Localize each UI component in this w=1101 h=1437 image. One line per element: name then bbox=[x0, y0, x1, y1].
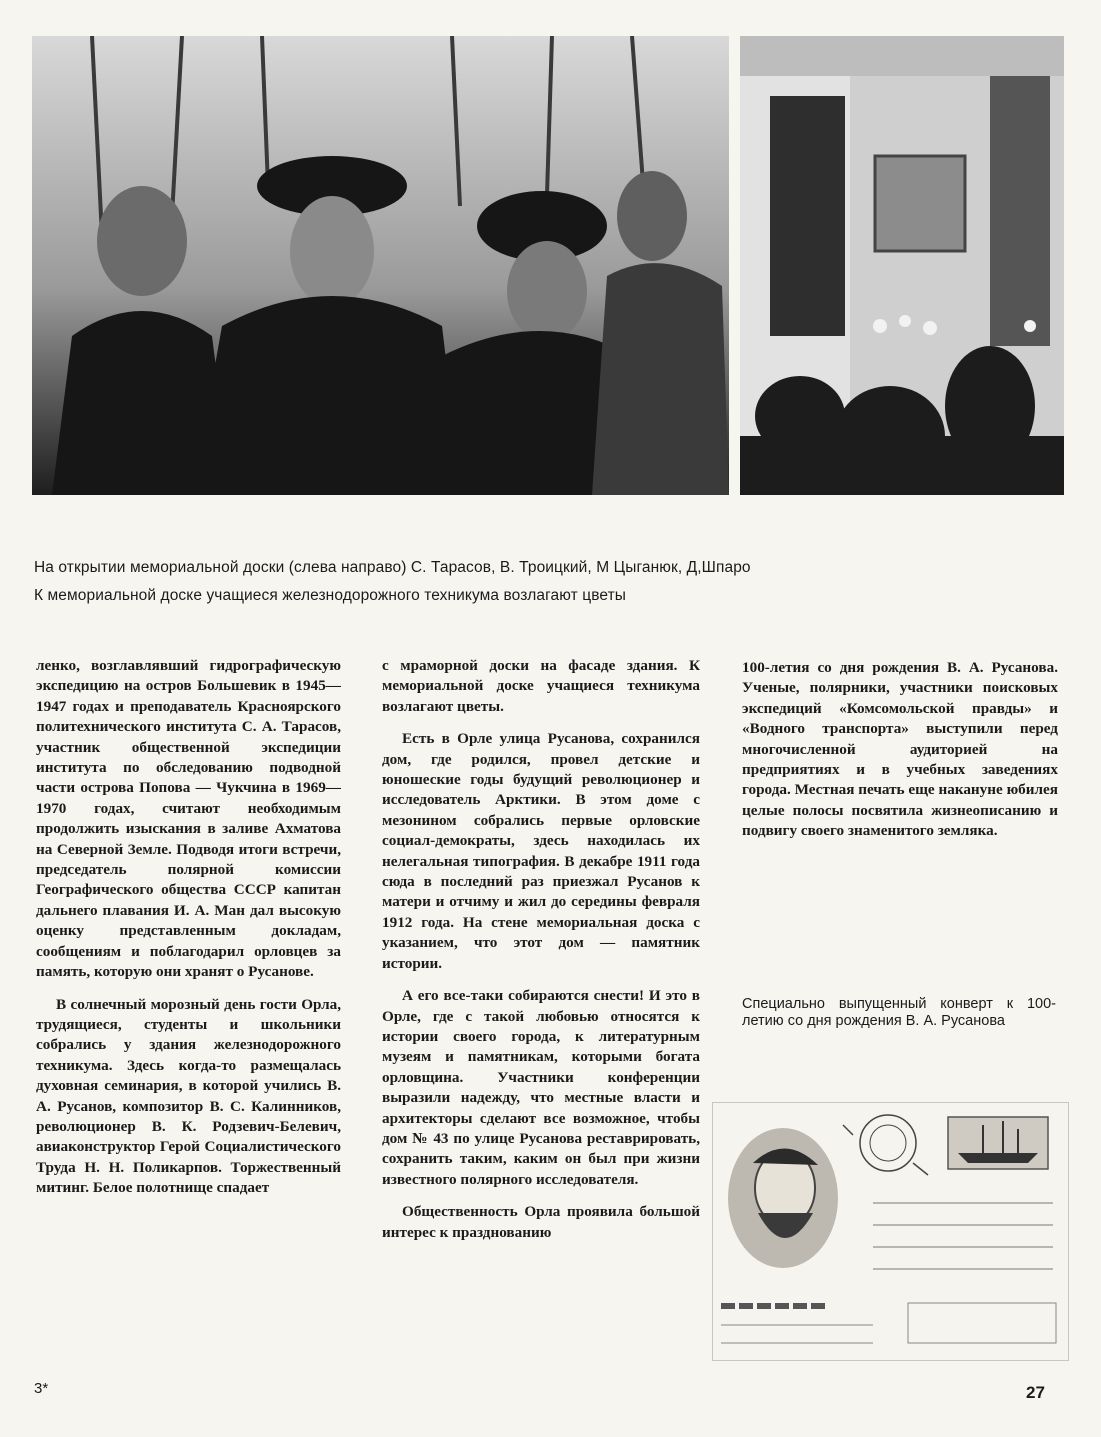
text-column-2 bbox=[382, 656, 700, 1255]
paragraph: Есть в Орле улица Русанова, сохранился дом, где родился, провел детские и юношеские годы будущий революционер и исследователь Арктики. В этом доме с мезонином собрались первые орловские социал-демократы, здесь находилась их нелегальная типография. В декабре 1911 года сюда в последний раз приезжал Русанов к матери и отчиму и жил до середины февраля 1912 года. На стене мемориальная доска с указанием, что этот дом — памятник истории. bbox=[382, 730, 700, 972]
text-column-3 bbox=[742, 658, 1058, 854]
photo-flowers-at-plaque bbox=[740, 36, 1064, 495]
paragraph: ленко, возглавлявший гидрографическую экспедицию на остров Большевик в 1945—1947 годах и преподаватель Красноярского политехнического института С. А. Тарасов, участник общественной экспедиции института по обследованию подводной части острова Попова — Чукчина в 1969—1970 годах, считают необходимым продолжить изыскания в заливе Ахматова на Северной Земле. Подводя итоги встречи, председатель полярной комиссии Географического общества СССР капитан дальнего плавания И. А. Ман дал высокую оценку представленным докладам, сообщениям и поблагодарил орловцев за память, которую они хранят о Русанове. bbox=[36, 657, 341, 981]
photo-memorial-opening bbox=[32, 36, 729, 495]
paragraph: В солнечный морозный день гости Орла, трудящиеся, студенты и школьники собрались у здания железнодорожного техникума. Здесь когда-то размещалась духовная семинария, в которой учились В. А. Русанов, композитор В. С. Калинников, революционер В. К. Родзевич-Белевич, авиаконструктор Герой Социалистического Труда Н. Н. Поликарпов. Торжественный митинг. Белое полотнище спадает bbox=[36, 995, 341, 1197]
photo-caption-right: К мемориальной доске учащиеся железнодорожного техникума возлагают цветы bbox=[34, 587, 627, 604]
page-number: 27 bbox=[1026, 1383, 1045, 1402]
paragraph: 100-летия со дня рождения В. А. Русанова. Ученые, полярники, участники поисковых экспедиций «Комсомольской правды» и «Водного транспорта» выступили перед многочисленной аудиторией на предприятиях и в учебных заведениях города. Местная печать еще накануне юбилея целые полосы посвятила жизнеописанию и подвигу своего знаменитого земляка. bbox=[742, 659, 1058, 840]
envelope-caption: Специально выпущенный конверт к 100-летию со дня рождения В. А. Русанова bbox=[742, 996, 1056, 1029]
photo-caption-left: На открытии мемориальной доски (слева направо) С. Тарасов, В. Троицкий, М Цыганюк, Д,Шпаро bbox=[34, 559, 751, 576]
paragraph: Общественность Орла проявила большой интерес к празднованию bbox=[382, 1203, 700, 1241]
paragraph: А его все-таки собираются снести! И это в Орле, где с такой любовью относятся к истории своего города, к литературным музеям и памятникам, которыми богата орловщина. Участники конференции выразили надежду, что местные власти и архитекторы сделают все возможное, чтобы дом № 43 по улице Русанова реставрировать, сохранить таким, каким он был при жизни известного полярного исследователя. bbox=[382, 987, 700, 1188]
signature-mark: 3* bbox=[34, 1380, 49, 1397]
commemorative-envelope-image bbox=[712, 1102, 1069, 1361]
text-column-1 bbox=[36, 656, 341, 1211]
paragraph: с мраморной доски на фасаде здания. К мемориальной доске учащиеся техникума возлагают цветы. bbox=[382, 657, 700, 715]
